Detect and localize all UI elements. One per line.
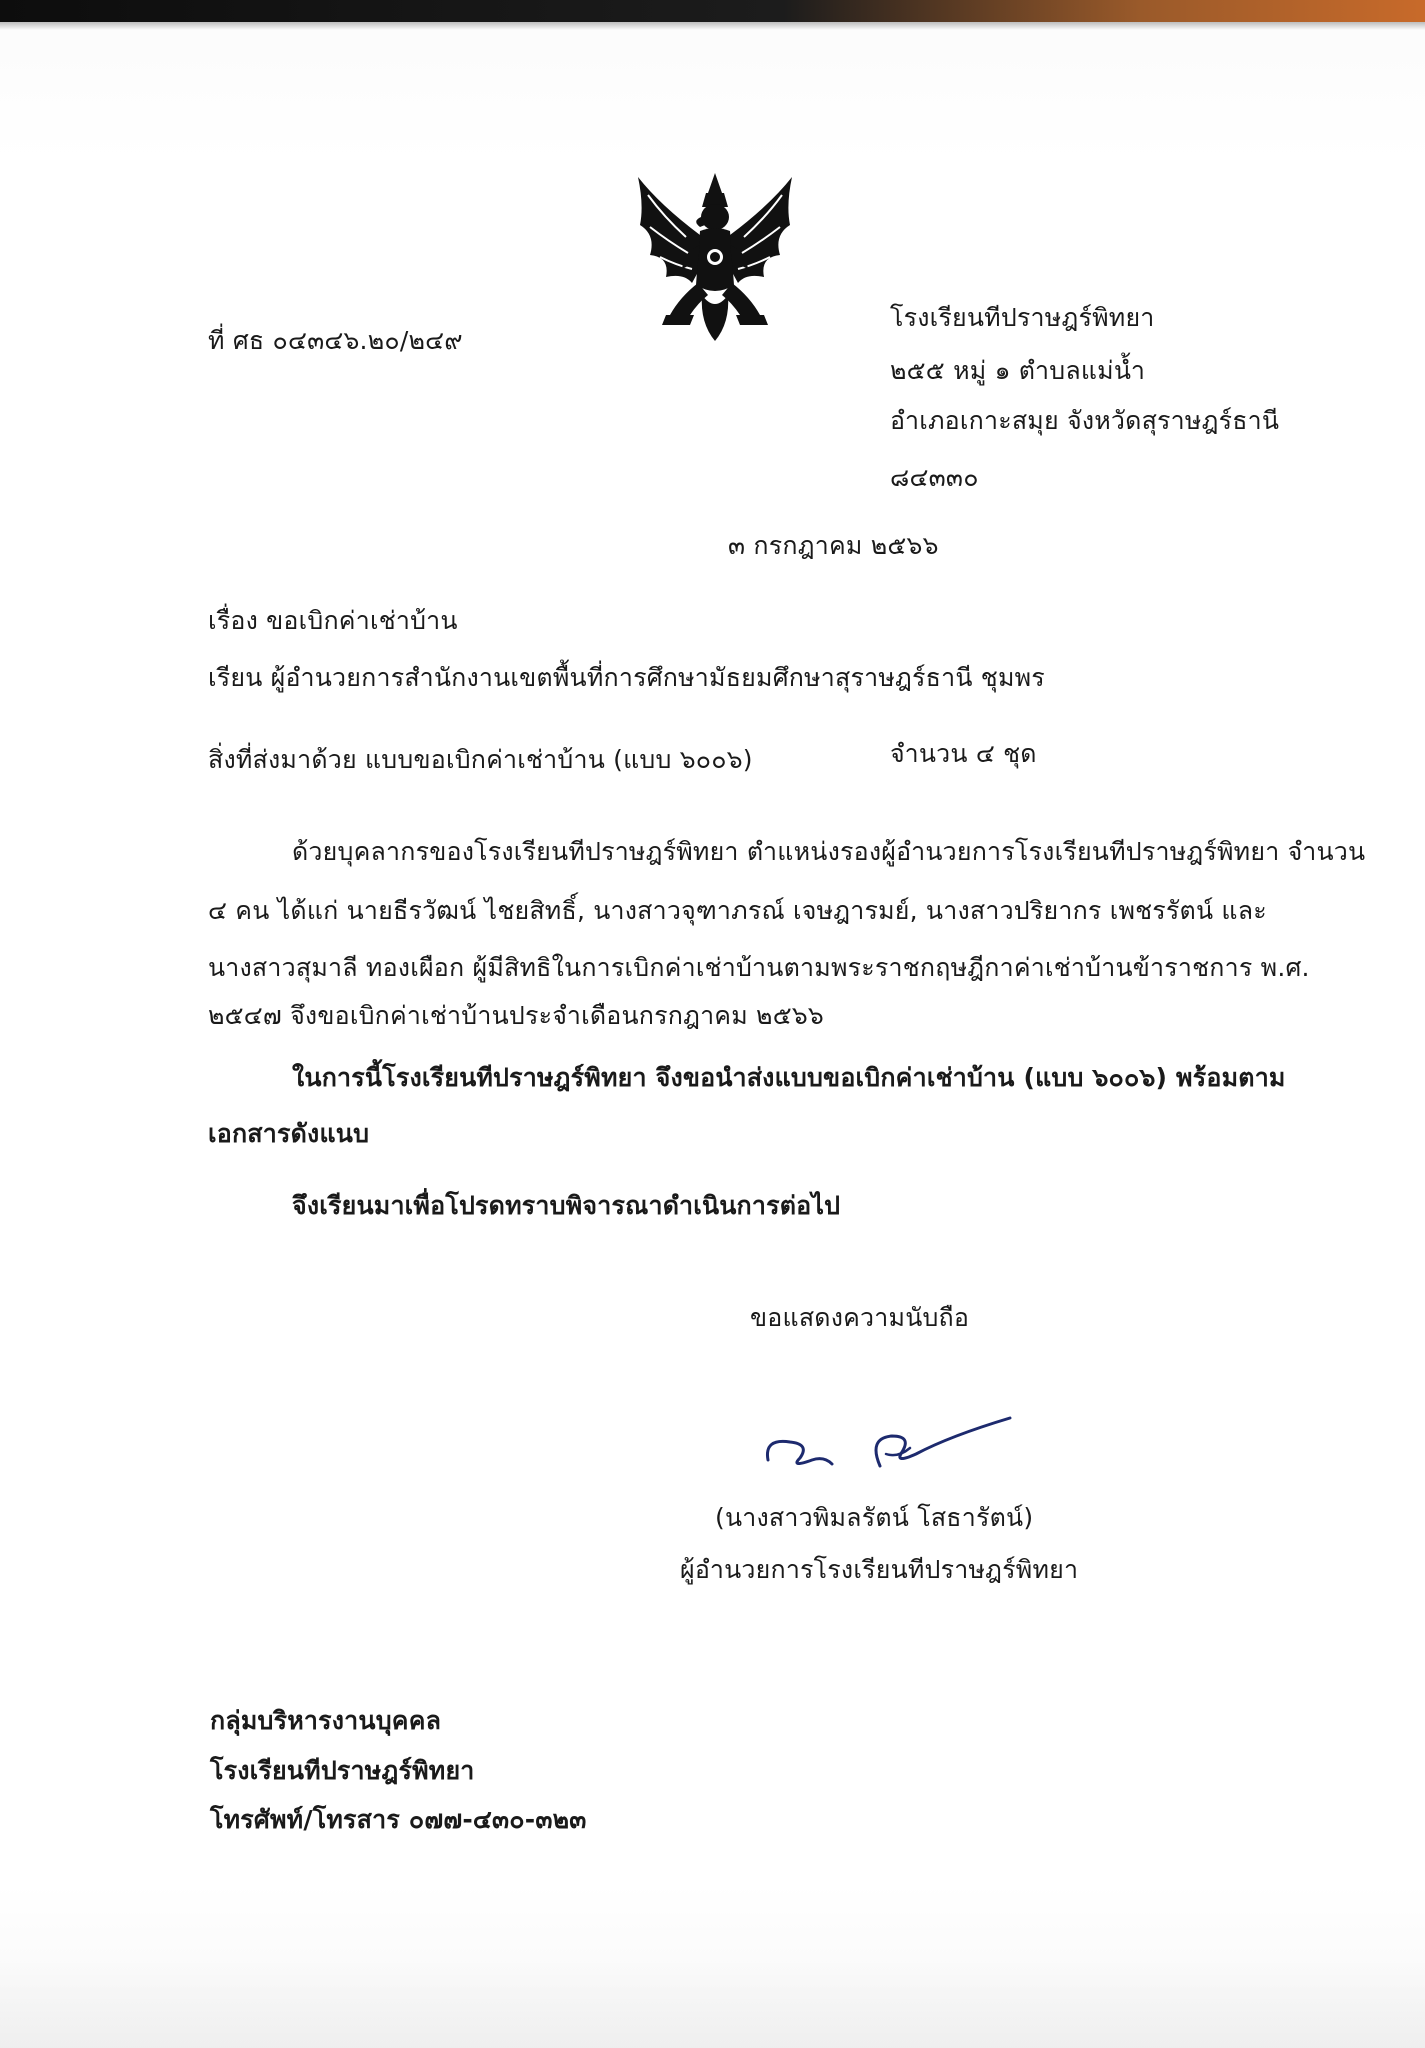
reference-number: ที่ ศธ ๐๔๓๔๖.๒๐/๒๔๙ [208, 326, 463, 355]
scan-top-edge [0, 0, 1425, 22]
address-line-street: ๒๕๕ หมู่ ๑ ตำบลแม่น้ำ [890, 356, 1146, 385]
body-para1-line2: ๔ คน ได้แก่ นายธีรวัฒน์ ไชยสิทธิ์, นางสาวจุฑาภรณ์ เจษฎารมย์, นางสาวปริยากร เพชรรัตน์ และ [208, 896, 1267, 925]
garuda-emblem-icon [630, 165, 800, 345]
enclosure-label: สิ่งที่ส่งมาด้วย แบบขอเบิกค่าเช่าบ้าน (แบบ ๖๐๐๖) [208, 745, 753, 774]
footer-phone: โทรศัพท์/โทรสาร ๐๗๗-๔๓๐-๓๒๓ [210, 1805, 587, 1834]
address-line-school: โรงเรียนทีปราษฎร์พิทยา [890, 303, 1155, 332]
body-para1-line4: ๒๕๔๗ จึงขอเบิกค่าเช่าบ้านประจำเดือนกรกฎาคม ๒๕๖๖ [208, 1001, 824, 1030]
body-para1-line3: นางสาวสุมาลี ทองเผือก ผู้มีสิทธิในการเบิกค่าเช่าบ้านตามพระราชกฤษฎีกาค่าเช่าบ้านข้าราชการ พ.ศ. [208, 953, 1310, 982]
addressee-line: เรียน ผู้อำนวยการสำนักงานเขตพื้นที่การศึกษามัธยมศึกษาสุราษฎร์ธานี ชุมพร [208, 663, 1045, 692]
body-para2-line1: ในการนี้โรงเรียนทีปราษฎร์พิทยา จึงขอนำส่งแบบขอเบิกค่าเช่าบ้าน (แบบ ๖๐๐๖) พร้อมตาม [292, 1063, 1286, 1092]
address-line-district: อำเภอเกาะสมุย จังหวัดสุราษฎร์ธานี [890, 406, 1280, 435]
subject-line: เรื่อง ขอเบิกค่าเช่าบ้าน [208, 606, 458, 635]
signer-name: (นางสาวพิมลรัตน์ โสธารัตน์) [715, 1503, 1034, 1532]
footer-school: โรงเรียนทีปราษฎร์พิทยา [210, 1756, 475, 1785]
scan-bottom-edge [0, 1958, 1425, 2048]
body-para1-line1: ด้วยบุคลากรของโรงเรียนทีปราษฎร์พิทยา ตำแหน่งรองผู้อำนวยการโรงเรียนทีปราษฎร์พิทยา จำนวน [292, 837, 1366, 866]
signer-title: ผู้อำนวยการโรงเรียนทีปราษฎร์พิทยา [680, 1555, 1079, 1584]
body-para3: จึงเรียนมาเพื่อโปรดทราบพิจารณาดำเนินการต่อไป [292, 1191, 841, 1220]
closing-salutation: ขอแสดงความนับถือ [750, 1303, 970, 1332]
address-line-postcode: ๘๔๓๓๐ [890, 463, 979, 492]
body-para2-line2: เอกสารดังแนบ [208, 1119, 370, 1148]
handwritten-signature [760, 1408, 1030, 1478]
enclosure-quantity: จำนวน ๔ ชุด [890, 739, 1037, 768]
document-date: ๓ กรกฎาคม ๒๕๖๖ [728, 531, 939, 560]
footer-department: กลุ่มบริหารงานบุคคล [210, 1706, 442, 1735]
